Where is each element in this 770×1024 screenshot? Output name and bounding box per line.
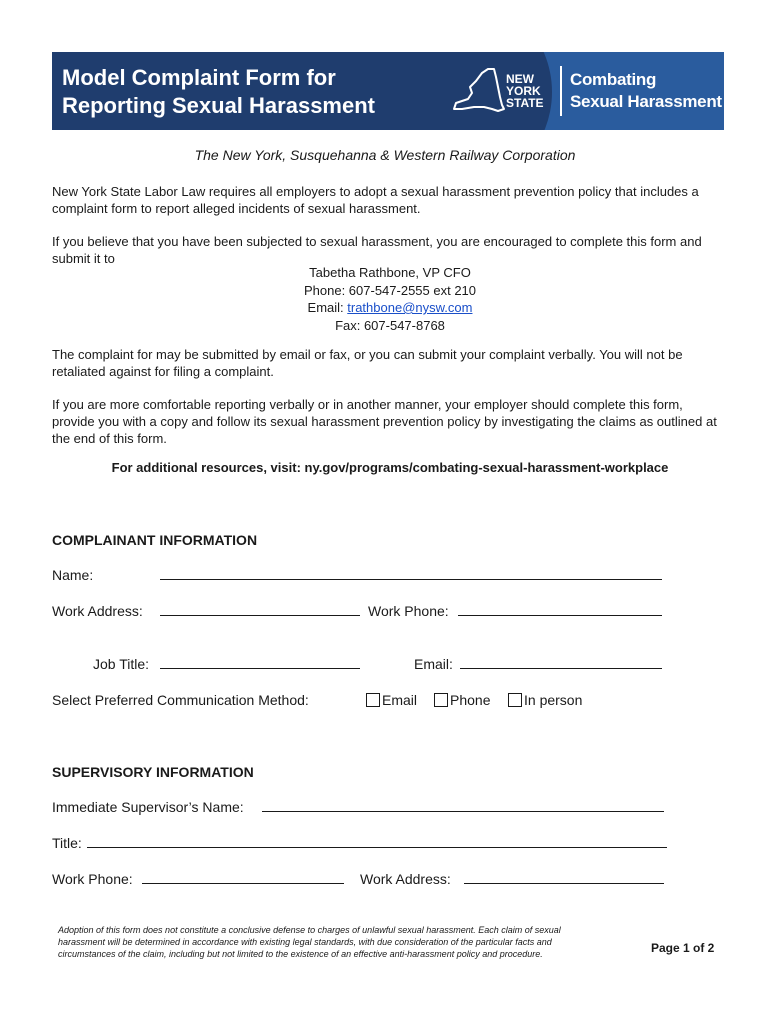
supervisor-address-field[interactable] [464, 871, 664, 884]
logo-divider [560, 66, 562, 116]
work-phone-label: Work Phone: [368, 603, 449, 619]
contact-email-link[interactable]: trathbone@nysw.com [347, 300, 473, 315]
contact-name: Tabetha Rathbone, VP CFO [309, 265, 471, 280]
comm-option-in-person[interactable] [508, 692, 582, 708]
new-york-map-icon [448, 63, 510, 119]
submission-paragraph: The complaint for may be submitted by email or fax, or you can submit your complaint verbally. You will not be retaliated against for filing a complaint. [52, 347, 683, 379]
comm-option-phone[interactable] [434, 692, 490, 708]
contact-fax: Fax: 607-547-8768 [335, 317, 445, 333]
supervisor-name-label: Immediate Supervisor’s Name: [52, 799, 244, 815]
comm-option-in-person-label: In person [524, 692, 583, 708]
name-row [52, 567, 93, 583]
complainant-heading: COMPLAINANT INFORMATION [52, 532, 258, 548]
email-row [414, 656, 453, 672]
ny-state-line2: YORK [506, 84, 541, 98]
contact-phone: Phone: 607-547-2555 ext 210 [303, 282, 477, 298]
supervisory-heading: SUPERVISORY INFORMATION [52, 764, 254, 780]
ny-state-wordmark [506, 73, 556, 109]
banner-title-panel [52, 52, 432, 130]
supervisor-phone-row [52, 871, 133, 887]
company-name: The New York, Susquehanna & Western Railway Corporation [194, 147, 576, 163]
comm-option-email[interactable] [366, 692, 417, 708]
work-address-field[interactable] [160, 603, 360, 616]
supervisor-phone-field[interactable] [142, 871, 344, 884]
job-title-row [93, 656, 149, 672]
ny-state-line3: STATE [506, 96, 544, 110]
encourage-paragraph: If you believe that you have been subjected to sexual harassment, you are encouraged to complete this form and submit it to [52, 234, 702, 266]
supervisor-title-label: Title: [52, 835, 82, 851]
name-field[interactable] [160, 567, 662, 580]
resources-link-text: For additional resources, visit: ny.gov/programs/combating-sexual-harassment-workplace [111, 460, 669, 475]
intro-paragraph: New York State Labor Law requires all employers to adopt a sexual harassment prevention policy that includes a complaint form to report alleged incidents of sexual harassment. [52, 184, 699, 216]
comm-option-email-label: Email [382, 692, 418, 708]
supervisor-address-row [360, 871, 451, 887]
form-title [62, 64, 375, 120]
form-title-line2: Reporting Sexual Harassment [62, 93, 375, 118]
program-wordmark [570, 69, 722, 113]
ny-state-line1: NEW [506, 72, 534, 86]
legal-disclaimer: Adoption of this form does not constitute a conclusive defense to charges of unlawful sexual harassment. Each claim of sexual harassment will be determined in accordance with existing legal standards, with due consideration of the particular facts and circumstances of the claim, including but not limited to the existence of an effective anti-harassment policy and procedure. [58, 925, 561, 959]
comm-method-label: Select Preferred Communication Method: [52, 692, 309, 708]
email-checkbox[interactable] [366, 693, 380, 707]
in-person-checkbox[interactable] [508, 693, 522, 707]
work-address-label: Work Address: [52, 603, 143, 619]
form-title-line1: Model Complaint Form for [62, 65, 336, 90]
work-phone-row [368, 603, 449, 619]
supervisor-title-row [52, 835, 82, 851]
job-title-label: Job Title: [93, 656, 150, 672]
supervisor-name-row [52, 799, 244, 815]
supervisor-name-field[interactable] [262, 799, 664, 812]
name-label: Name: [52, 567, 94, 583]
supervisor-address-label: Work Address: [360, 871, 451, 887]
email-label: Email: [414, 656, 453, 672]
program-line2: Sexual Harassment [570, 92, 722, 111]
supervisor-phone-label: Work Phone: [52, 871, 133, 887]
contact-block [0, 264, 770, 334]
supervisor-title-field[interactable] [87, 835, 667, 848]
work-address-row [52, 603, 143, 619]
header-banner [52, 52, 724, 130]
verbal-paragraph: If you are more comfortable reporting verbally or in another manner, your employer should complete this form, provide you with a copy and follow its sexual harassment prevention policy by investigating the claims as outlined at the end of this form. [52, 397, 717, 446]
email-field[interactable] [460, 656, 662, 669]
contact-email-label: Email: [307, 300, 348, 315]
phone-checkbox[interactable] [434, 693, 448, 707]
comm-option-phone-label: Phone [450, 692, 491, 708]
ny-state-logo [444, 52, 724, 130]
contact-email-row [0, 299, 770, 317]
program-line1: Combating [570, 70, 657, 89]
work-phone-field[interactable] [458, 603, 662, 616]
page-number: Page 1 of 2 [651, 941, 715, 955]
job-title-field[interactable] [160, 656, 360, 669]
